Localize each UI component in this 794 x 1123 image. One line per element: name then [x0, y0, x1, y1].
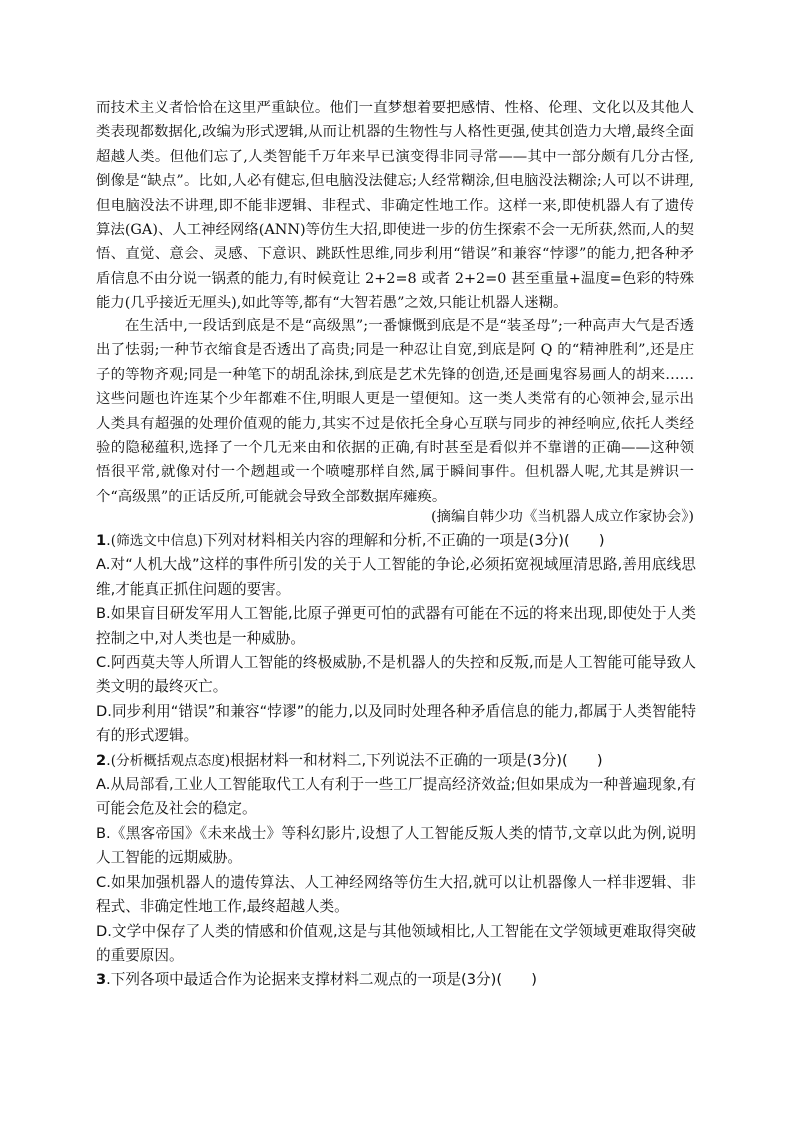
question-option: A.从局部看,工业人工智能取代工人有利于一些工厂提高经济效益;但如果成为一种普遍现象,有可能会危及社会的稳定。 [96, 776, 696, 818]
question-number-dot: . [106, 971, 111, 989]
question-number-dot: . [106, 751, 111, 769]
question-number: 3 [96, 971, 107, 989]
question-option: D.同步利用“错误”和兼容“悖谬”的能力,以及同时处理各种矛盾信息的能力,都属于人类智能特有的形式逻辑。 [96, 702, 696, 745]
question-option: A.对“人机大战”这样的事件所引发的关于人工智能的争论,必须拓宽视域厘清思路,善用底线思维,才能真正抓住问题的要害。 [96, 556, 696, 598]
question-number-dot: . [106, 532, 111, 549]
passage-source: (摘编自韩少功《当机器人成立作家协会》) [430, 509, 694, 525]
question-option: B.《黑客帝国》《未来战士》等科幻影片,设想了人工智能反叛人类的情节,文章以此为例,说明人工智能的远期威胁。 [96, 824, 696, 867]
question-number: 1 [96, 532, 107, 549]
question-stem [96, 749, 696, 773]
question-number: 2 [96, 751, 107, 769]
question-text: 下列各项中最适合作为论据来支撑材料二观点的一项是(3分)( ) [110, 971, 537, 989]
question-option: C.阿西莫夫等人所谓人工智能的终极威胁,不是机器人的失控和反叛,而是人工智能可能导致人类文明的最终灭亡。 [96, 654, 696, 696]
question-option: D.文学中保存了人类的情感和价值观,这是与其他领域相比,人工智能在文学领域更难取得突破的重要原因。 [96, 922, 696, 964]
question-list [96, 529, 696, 993]
question-tag: (筛选文中信息) [110, 533, 203, 549]
question-stem [96, 529, 696, 553]
question-option: B.如果盲目研发军用人工智能,比原子弹更可怕的武器有可能在不远的将来出现,即使处于人类控制之中,对人类也是一种威胁。 [96, 605, 696, 647]
question-text: 下列对材料相关内容的理解和分析,不正确的一项是(3分)( ) [202, 532, 605, 549]
passage-paragraph-2 [96, 314, 694, 509]
passage-paragraph-2-text: 在生活中,一段话到底是不是“高级黑”;一番慷慨到底是不是“装圣母”;一种高声大气是否透出了怯弱;一种节衣缩食是否透出了高贵;同是一种忍让自宽,到底是阿 Q 的“精神胜利”,还是庄子的等物齐观;同是一种笔下的胡乱涂抹,到底是艺术先锋的创造,还是画鬼容易画人的胡来……这些问题也许连某个少年都难不住,明眼人更是一望便知。这一类人类常有的心领神会,显示出人类具有超强的处理价值观的能力,其实不过是依托全身心互联与同步的神经响应,依托人类经验的隐秘蕴积,选择了一个几无来由和依据的正确,有时甚至是看似并不靠谱的正确——这种领悟很平常,就像对付一个趔趄或一个喷嚏那样自然,属于瞬间事件。但机器人呢,尤其是辨识一个“高级黑”的正话反所,可能就会导致全部数据库瘫痪。 [96, 318, 694, 505]
passage-paragraph-1: 而技术主义者恰恰在这里严重缺位。他们一直梦想着要把感情、性格、伦理、文化以及其他人类表现都数据化,改编为形式逻辑,从而让机器的生物性与人格性更强,使其创造力大增,最终全面超越人类。但他们忘了,人类智能千万年来早已演变得非同寻常——其中一部分颇有几分古怪,倒像是“缺点”。比如,人必有健忘,但电脑没法健忘;人经常糊涂,但电脑没法糊涂;人可以不讲理,但电脑没法不讲理,即不能非逻辑、非程式、非确定性地工作。这样一来,即使机器人有了遗传算法(GA)、人工神经网络(ANN)等仿生大招,即使进一步的仿生探索不会一无所获,然而,人的契悟、直觉、意会、灵感、下意识、跳跃性思维,同步利用“错误”和兼容“悖谬”的能力,把各种矛盾信息不由分说一锅煮的能力,有时候竟让 2+2=8 或者 2+2=0 甚至重量+温度=色彩的特殊能力(几乎接近无厘头),如此等等,都有“大智若愚”之效,只能让机器人迷糊。 [96, 100, 694, 312]
question-tag: (分析概括观点态度) [110, 752, 231, 769]
question-option: C.如果加强机器人的遗传算法、人工神经网络等仿生大招,就可以让机器像人一样非逻辑、非程式、非确定性地工作,最终超越人类。 [96, 873, 696, 916]
question-text: 根据材料一和材料二,下列说法不正确的一项是(3分)( ) [230, 751, 603, 769]
question-stem [96, 968, 696, 992]
